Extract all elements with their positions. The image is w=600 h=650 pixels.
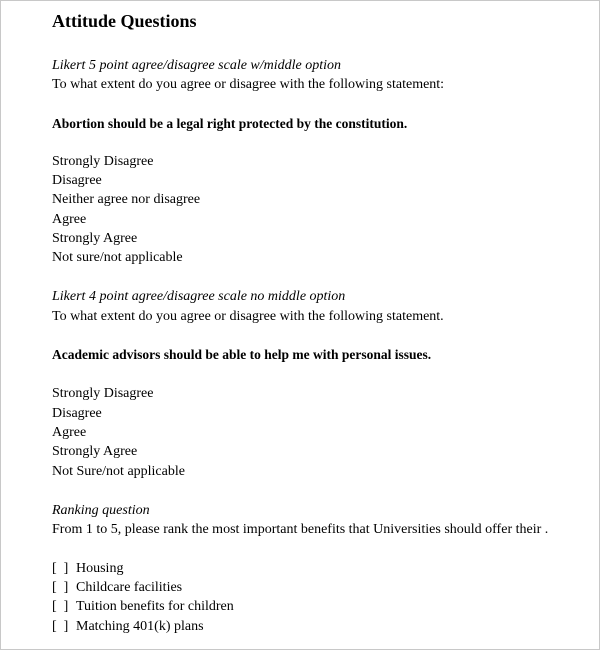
checkbox-close-bracket: ] xyxy=(63,619,69,634)
checkbox-open-bracket: [ xyxy=(52,599,57,614)
ranking-item[interactable] xyxy=(52,598,234,616)
section-1-option: Neither agree nor disagree xyxy=(52,192,201,207)
document-title: Attitude Questions xyxy=(52,11,197,31)
section-2-statement: Academic advisors should be able to help me with personal issues. xyxy=(52,347,432,362)
section-1-statement: Abortion should be a legal right protected by the constitution. xyxy=(52,116,408,131)
ranking-item[interactable] xyxy=(52,579,182,597)
ranking-instruction: From 1 to 5, please rank the most important benefits that Universities should offer their . xyxy=(52,522,549,537)
section-1-option: Not sure/not applicable xyxy=(52,250,183,265)
section-1-option: Disagree xyxy=(52,173,102,188)
section-2-type-label: Likert 4 point agree/disagree scale no middle option xyxy=(52,289,346,304)
checkbox-open-bracket: [ xyxy=(52,561,57,576)
section-2-option: Strongly Disagree xyxy=(52,386,154,401)
section-2-option: Not Sure/not applicable xyxy=(52,464,185,479)
section-2-option: Disagree xyxy=(52,406,102,421)
ranking-item[interactable] xyxy=(52,560,123,578)
section-1-option: Agree xyxy=(52,212,87,227)
ranking-type-label: Ranking question xyxy=(52,503,150,518)
checkbox-open-bracket: [ xyxy=(52,619,57,634)
ranking-item-label: Childcare facilities xyxy=(76,580,183,595)
checkbox-close-bracket: ] xyxy=(63,599,69,614)
ranking-item-label: Housing xyxy=(76,561,124,576)
section-1-option: Strongly Agree xyxy=(52,231,138,246)
ranking-item-label: Matching 401(k) plans xyxy=(76,619,204,634)
section-2-instruction: To what extent do you agree or disagree with the following statement. xyxy=(52,309,444,324)
section-1-instruction: To what extent do you agree or disagree with the following statement: xyxy=(52,77,445,92)
section-1-type-label: Likert 5 point agree/disagree scale w/middle option xyxy=(52,58,342,73)
section-1-option: Strongly Disagree xyxy=(52,154,154,169)
checkbox-close-bracket: ] xyxy=(63,561,69,576)
section-2-option: Strongly Agree xyxy=(52,444,138,459)
ranking-item[interactable] xyxy=(52,618,204,636)
checkbox-close-bracket: ] xyxy=(63,580,69,595)
checkbox-open-bracket: [ xyxy=(52,580,57,595)
section-2-option: Agree xyxy=(52,425,87,440)
ranking-item-label: Tuition benefits for children xyxy=(76,599,234,614)
